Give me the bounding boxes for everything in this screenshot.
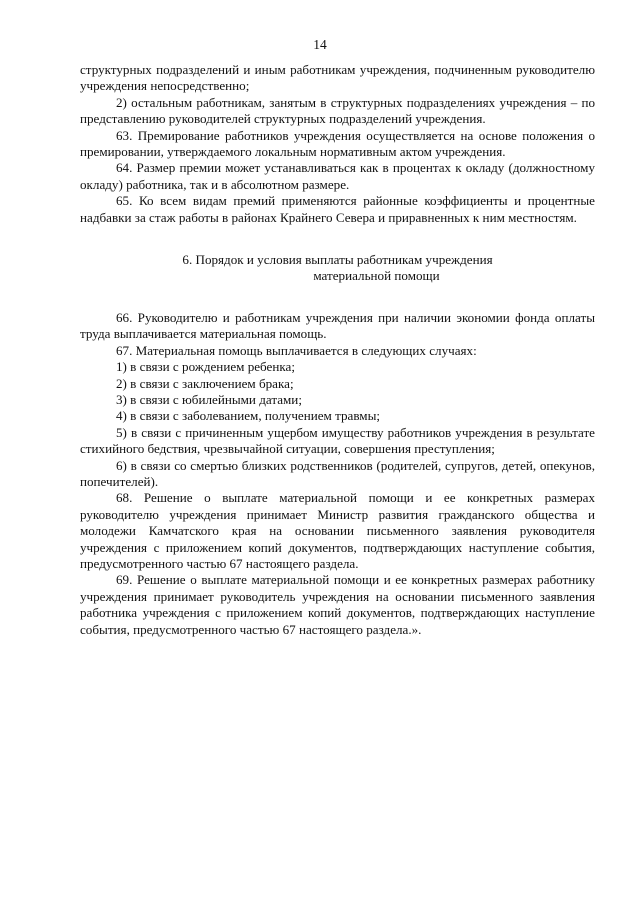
clause-63: 63. Премирование работников учреждения осуществляется на основе положения о премировании, утверждаемого локальным нормативным актом учреждения. [80,127,595,160]
clause-65: 65. Ко всем видам премий применяются районные коэффициенты и процентные надбавки за стаж работы в районах Крайнего Севера и приравненных к ним местностям. [80,193,595,225]
case-item-3: 3) в связи с юбилейными датами; [116,391,302,407]
document-body [80,62,595,638]
clause-68: 68. Решение о выплате материальной помощи и ее конкретных размерах руководителю учреждения принимает Министр развития гражданского общества и молодежи Камчатского края на основании письменного заявления руководителя учреждения с приложением копий документов, подтверждающих наступление события, предусмотренного частью 67 настоящего раздела. [80,490,595,571]
section-heading-line-2: материальной помощи [313,268,440,284]
case-item-1: 1) в связи с рождением ребенка; [116,359,295,375]
section-heading-line-1: 6. Порядок и условия выплаты работникам учреждения [182,252,493,268]
case-item-4: 4) в связи с заболеванием, получением травмы; [116,408,381,424]
page-number: 14 [313,37,327,52]
clause-67: 67. Материальная помощь выплачивается в следующих случаях: [116,342,477,358]
clause-66: 66. Руководителю и работникам учреждения при наличии экономии фонда оплаты труда выплачивается материальная помощь. [80,309,595,342]
clause-69: 69. Решение о выплате материальной помощи и ее конкретных размерах работнику учреждения принимает руководитель учреждения на основании письменного заявления работника учреждения с приложением копий документов, подтверждающих наступление события, предусмотренного частью 67 настоящего раздела.». [80,572,595,637]
case-item-5: 5) в связи с причиненным ущербом имуществу работников учреждения в результате стихийного бедствия, чрезвычайной ситуации, совершения преступления; [80,424,595,457]
list-item-2: 2) остальным работникам, занятым в структурных подразделениях учреждения – по представлению руководителей структурных подразделений учреждения. [80,94,595,127]
case-item-6: 6) в связи со смертью близких родственников (родителей, супругов, детей, опекунов, попечителей). [80,457,595,489]
case-item-2: 2) в связи с заключением брака; [116,375,294,391]
paragraph-continuation: структурных подразделений и иным работникам учреждения, подчиненным руководителю учреждения непосредственно; [80,62,595,94]
clause-64: 64. Размер премии может устанавливаться как в процентах к окладу (должностному окладу) работника, так и в абсолютном размере. [80,160,595,192]
section-heading [80,252,595,285]
